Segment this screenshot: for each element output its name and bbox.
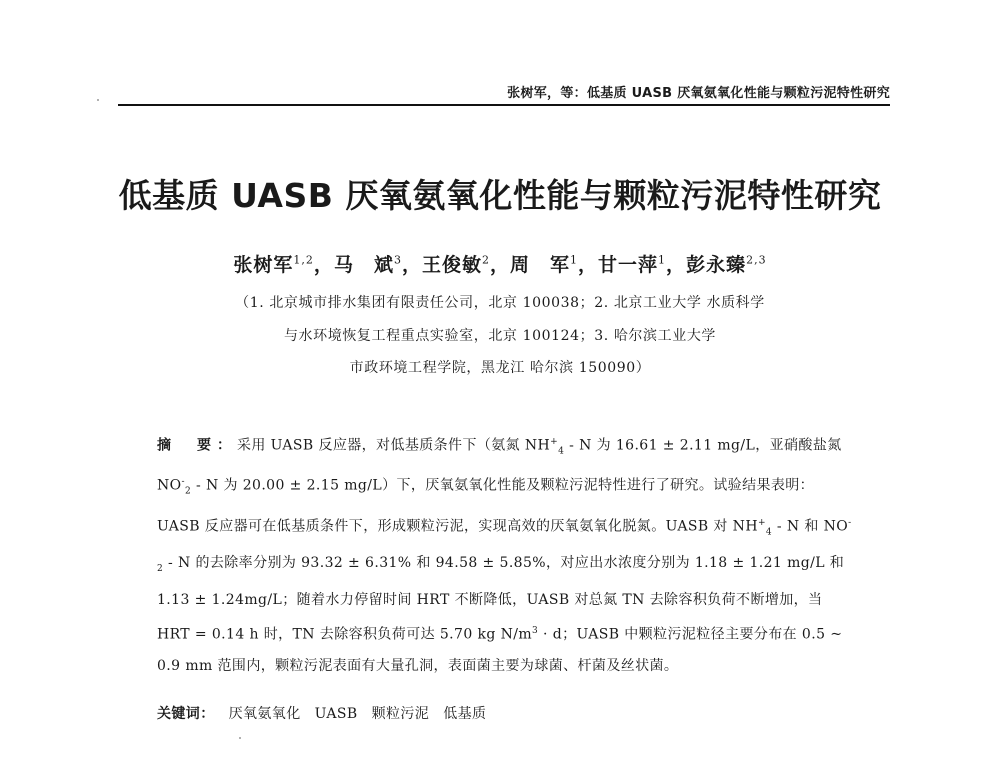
ion-charge: - <box>848 517 852 528</box>
ion-charge: + <box>757 517 766 528</box>
author-name: 甘一萍 <box>598 254 659 276</box>
author-name: 周 军 <box>510 254 571 276</box>
author-affiliation-mark: 1 <box>658 253 667 267</box>
ion-subscript: 2 <box>157 564 164 575</box>
author-separator: ， <box>401 254 422 276</box>
header-rule <box>118 104 890 106</box>
ion-charge: - <box>181 477 185 488</box>
scan-speck <box>97 99 99 101</box>
affiliation-line: 与水环境恢复工程重点实验室，北京 100124；3. 哈尔滨工业大学 <box>283 328 717 344</box>
author-name: 张树军 <box>233 254 294 276</box>
author-affiliation-mark: 1 <box>570 253 579 267</box>
scan-speck <box>239 737 241 739</box>
affiliation-line: 市政环境工程学院，黑龙江 哈尔滨 150090） <box>349 360 651 376</box>
author-name: 马 斌 <box>333 254 394 276</box>
affiliation-line: （1. 北京城市排水集团有限责任公司，北京 100038；2. 北京工业大学 水质科学 <box>235 295 765 311</box>
author-separator: ， <box>313 254 334 276</box>
author-affiliation-mark: 2 <box>481 253 490 267</box>
abstract <box>157 427 857 682</box>
abstract-text: - N 和 NO <box>772 518 849 535</box>
running-head: 张树军，等：低基质 UASB 厌氧氨氧化性能与颗粒污泥特性研究 <box>507 86 890 101</box>
keyword: UASB <box>314 706 358 722</box>
abstract-text: - N 的去除率分别为 93.32 ± 6.31% 和 94.58 ± 5.85%，对应出水浓度分别为 1.18 ± 1.21 mg/L 和 1.13 ± 1.24mg/L；随着水力停留时间 HRT 不断降低，UASB 对总氮 TN 去除容积负荷不断增加，当 HRT = 0.14 h 时，TN 去除容积负荷可达 5.70 kg N/m <box>157 555 845 643</box>
abstract-label: 摘 要： <box>157 437 237 454</box>
author-affiliation-mark: 3 <box>393 253 402 267</box>
abstract-text: - N 为 20.00 ± 2.15 mg/L）下，厌氧氨氧化性能及颗粒污泥特性进行了研究。试验结果表明：UASB 反应器可在低基质条件下，形成颗粒污泥，实现高效的厌氧氨氧化脱氮。UASB 对 NH <box>157 478 815 535</box>
abstract-text: 采用 UASB 反应器，对低基质条件下（氨氮 NH <box>237 437 551 454</box>
author-name: 王俊敏 <box>421 254 482 276</box>
author-name: 彭永臻 <box>686 254 747 276</box>
author-separator: ， <box>578 254 599 276</box>
author-affiliation-mark: 2,3 <box>746 253 767 267</box>
unit-exponent: 3 <box>532 626 539 637</box>
keyword: 颗粒污泥 <box>371 706 430 722</box>
author-affiliation-mark: 1,2 <box>293 253 314 267</box>
ion-subscript: 4 <box>765 527 773 538</box>
author-separator: ， <box>666 254 687 276</box>
keyword: 厌氧氨氧化 <box>228 706 301 722</box>
abstract-text: - N 为 16.61 ± 2.11 mg/L，亚硝酸盐氮 NO <box>157 437 842 495</box>
ion-subscript: 2 <box>184 486 192 497</box>
ion-charge: + <box>550 437 559 447</box>
abstract-text: · d；UASB 中颗粒污泥粒径主要分布在 0.5 ~ 0.9 mm 范围内，颗粒污泥表面有大量孔洞，表面菌主要为球菌、杆菌及丝状菌。 <box>157 626 843 674</box>
keywords-label: 关键词： <box>157 706 215 722</box>
author-list <box>0 250 1000 277</box>
keyword: 低基质 <box>443 706 487 722</box>
author-separator: ， <box>489 254 510 276</box>
paper-title: 低基质 UASB 厌氧氨氧化性能与颗粒污泥特性研究 <box>118 176 882 215</box>
keywords <box>157 703 857 723</box>
ion-subscript: 4 <box>558 446 565 457</box>
